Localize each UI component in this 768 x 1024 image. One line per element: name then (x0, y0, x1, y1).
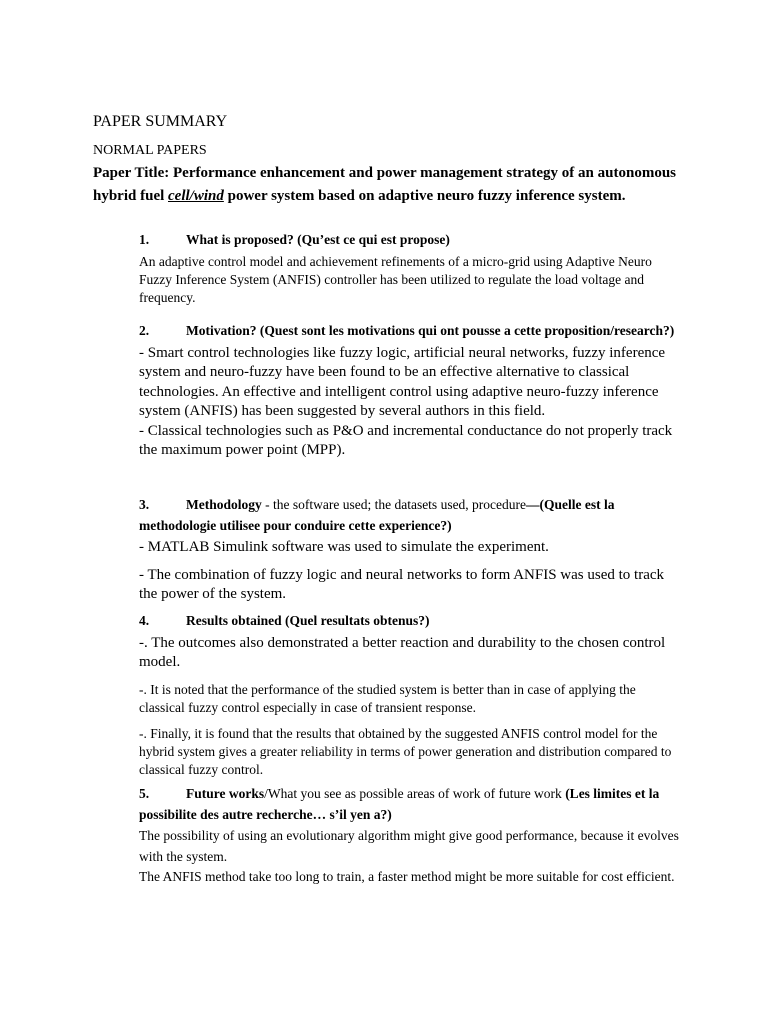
paper-title-suffix: power system based on adaptive neuro fuzzy inference system. (223, 187, 626, 204)
section-heading-bold-tail: (Les limites et la possibilite des autre recherche… s’il yen a?) (139, 786, 660, 822)
section-paragraph: - The combination of fuzzy logic and neural networks to form ANFIS was used to track the power of the system. (139, 566, 665, 602)
section-what-is-proposed (139, 230, 684, 307)
paper-title (93, 162, 693, 207)
section-future-works (139, 784, 684, 888)
section-results (139, 611, 684, 780)
section-number: 4. (139, 613, 150, 628)
section-number: 2. (139, 323, 150, 338)
section-heading-bold: What is proposed? (Qu’est ce qui est propose) (186, 232, 450, 247)
document-subtitle: NORMAL PAPERS (93, 143, 207, 158)
section-paragraph: The ANFIS method take too long to train, a faster method might be more suitable for cost efficient. (139, 869, 675, 884)
section-heading-normal: - the software used; the datasets used, procedure (261, 497, 527, 512)
section-paragraph: An adaptive control model and achievement refinements of a micro-grid using Adaptive Neuro Fuzzy Inference System (ANFIS) controller has been utilized to regulate the load voltage and frequency. (139, 253, 652, 305)
section-paragraph: -. Finally, it is found that the results that obtained by the suggested ANFIS control model for the hybrid system gives a greater reliability in terms of power generation and distribution compared to classical fuzzy control. (139, 725, 672, 778)
section-heading-bold-tail: —(Quelle est la methodologie utilisee pour conduire cette experience?) (139, 497, 615, 533)
section-paragraph: - MATLAB Simulink software was used to simulate the experiment. (139, 539, 549, 555)
section-paragraph: -. It is noted that the performance of the studied system is better than in case of applying the classical fuzzy control especially in case of transient response. (139, 681, 636, 715)
section-heading (139, 611, 684, 632)
section-heading-bold: Results obtained (Quel resultats obtenus?) (186, 613, 430, 628)
section-heading (139, 495, 684, 536)
section-heading-bold: Methodology (186, 497, 262, 512)
section-paragraph: -. The outcomes also demonstrated a better reaction and durability to the chosen control model. (139, 634, 666, 670)
section-number: 1. (139, 232, 150, 247)
section-motivation (139, 321, 684, 461)
section-paragraph: The possibility of using an evolutionary algorithm might give good performance, because it evolves with the system. (139, 828, 679, 864)
section-heading (139, 230, 684, 251)
section-number: 5. (139, 786, 150, 801)
document-title: PAPER SUMMARY (93, 113, 228, 130)
section-paragraph: - Classical technologies such as P&O and incremental conductance do not properly track the maximum power point (MPP). (139, 422, 673, 458)
section-methodology (139, 495, 684, 605)
section-number: 3. (139, 497, 150, 512)
section-heading (139, 784, 684, 825)
paper-title-prefix: Paper Title: Performance enhancement and power management strategy of an autonomous hybrid fuel (93, 165, 676, 204)
section-heading (139, 321, 684, 342)
paper-title-emphasis: cell/wind (168, 187, 224, 204)
section-heading-bold: Motivation? (Quest sont les motivations qui ont pousse a cette proposition/research?) (186, 323, 675, 338)
section-heading-normal: /What you see as possible areas of work of future work (264, 786, 566, 801)
section-paragraph: - Smart control technologies like fuzzy logic, artificial neural networks, fuzzy inference system and neuro-fuzzy have been found to be an effective alternative to classical technologies. An effective and intelligent control using adaptive neuro-fuzzy inference system (ANFIS) has been suggested by several authors in this field. (139, 344, 666, 419)
section-heading-bold: Future works (186, 786, 265, 801)
